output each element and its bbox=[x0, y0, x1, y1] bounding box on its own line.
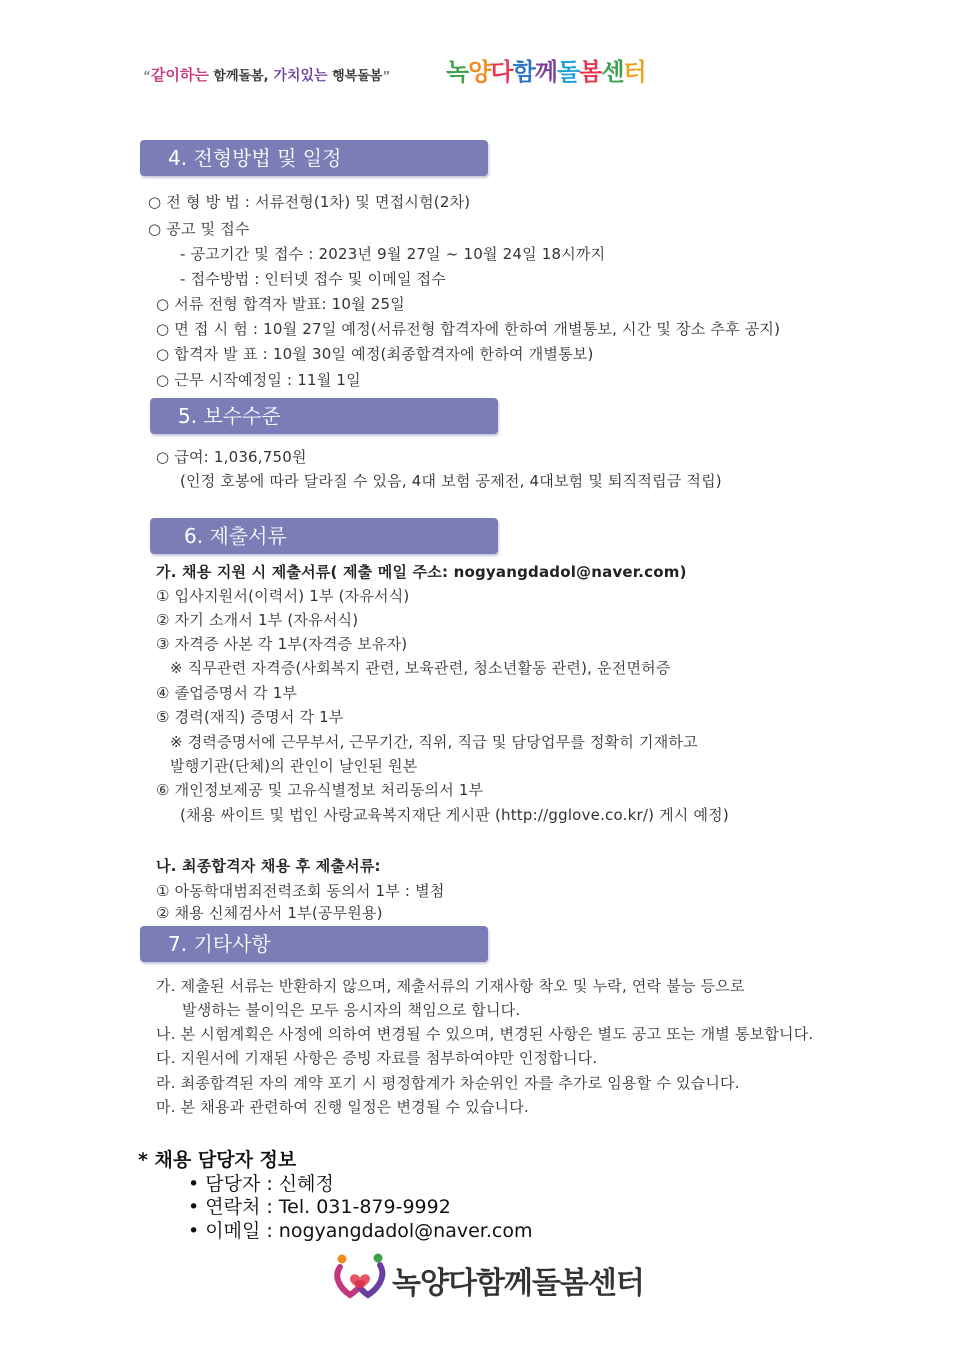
footer-brand-name: 녹양다함께돌봄센터 bbox=[392, 1266, 644, 1301]
sec7-line: 라. 최종합격된 자의 계약 포기 시 평정합계가 차순위인 자를 추가로 임용할 수 있습니다. bbox=[156, 1074, 740, 1092]
sec6-item-note: (채용 싸이트 및 법인 사랑교육복지재단 게시판 (http://gglove.co.kr/) 게시 예정) bbox=[180, 806, 729, 824]
contact-email[interactable]: • 이메일 : nogyangdadol@naver.com bbox=[188, 1220, 533, 1242]
sec6-item: ① 입사지원서(이력서) 1부 (자유서식) bbox=[156, 587, 410, 605]
sec7-line: 가. 제출된 서류는 반환하지 않으며, 제출서류의 기재사항 착오 및 누락, 연락 불능 등으로 bbox=[156, 977, 745, 995]
sec6-item: ④ 졸업증명서 각 1부 bbox=[156, 684, 298, 702]
sec6-item: ② 자기 소개서 1부 (자유서식) bbox=[156, 611, 359, 629]
sec4-line: ○ 전 형 방 법 : 서류전형(1차) 및 면접시험(2차) bbox=[148, 193, 471, 211]
submit-email: nogyangdadol@naver.com) bbox=[453, 563, 687, 581]
brand-title bbox=[446, 52, 646, 87]
brand-char: 돌 bbox=[556, 58, 580, 86]
sec5-line: (인정 호봉에 따라 달라질 수 있음, 4대 보험 공제전, 4대보험 및 퇴직적립금 적립) bbox=[180, 472, 722, 490]
sec4-line: ○ 면 접 시 험 : 10월 27일 예정(서류전형 합격자에 한하여 개별통보, 시간 및 장소 추후 공지) bbox=[156, 320, 781, 338]
sec7-line: 발생하는 불이익은 모두 응시자의 책임으로 합니다. bbox=[182, 1001, 521, 1019]
section-7-header: 7. 기타사항 bbox=[140, 926, 488, 962]
brand-char: 봄 bbox=[579, 58, 602, 86]
brand-char: 녹 bbox=[446, 58, 469, 86]
sec6-item: ② 채용 신체검사서 1부(공무원용) bbox=[156, 904, 383, 922]
sec4-line: ○ 서류 전형 합격자 발표: 10월 25일 bbox=[156, 295, 405, 313]
sec4-line: ○ 공고 및 접수 bbox=[148, 220, 250, 238]
sec6-item: ⑤ 경력(재직) 증명서 각 1부 bbox=[156, 708, 344, 726]
sec5-line: ○ 급여: 1,036,750원 bbox=[156, 448, 307, 466]
brand-char: 센 bbox=[601, 58, 624, 86]
sec4-line: ○ 근무 시작예정일 : 11월 1일 bbox=[156, 371, 361, 389]
slogan-highlight-2: 가치있는 bbox=[268, 68, 328, 84]
section-5-header: 5. 보수수준 bbox=[150, 398, 498, 434]
section-6-header: 6. 제출서류 bbox=[150, 518, 498, 554]
sec6-sub-b: 나. 최종합격자 채용 후 제출서류: bbox=[156, 857, 381, 875]
section-4-header: 4. 전형방법 및 일정 bbox=[140, 140, 488, 176]
sec6-item: ③ 자격증 사본 각 1부(자격증 보유자) bbox=[156, 635, 408, 653]
sec7-line: 다. 지원서에 기재된 사항은 증빙 자료를 첨부하여야만 인정합니다. bbox=[156, 1049, 598, 1067]
heart-people-logo-icon bbox=[332, 1253, 388, 1303]
sec6-item-note: ※ 직무관련 자격증(사회복지 관련, 보육관련, 청소년활동 관련), 운전면허증 bbox=[170, 659, 671, 677]
brand-char: 터 bbox=[623, 58, 646, 86]
sec4-line: ○ 합격자 발 표 : 10월 30일 예정(최종합격자에 한하여 개별통보) bbox=[156, 345, 594, 363]
sec4-line: - 공고기간 및 접수 : 2023년 9월 27일 ~ 10월 24일 18시까지 bbox=[180, 245, 606, 263]
sec6-item-note: ※ 경력증명서에 근무부서, 근무기간, 직위, 직급 및 담당업무를 정확히 기재하고 bbox=[170, 733, 698, 751]
sec7-line: 나. 본 시험계획은 사정에 의하여 변경될 수 있으며, 변경된 사항은 별도 공고 또는 개별 통보합니다. bbox=[156, 1025, 814, 1043]
sec4-line: - 접수방법 : 인터넷 접수 및 이메일 접수 bbox=[180, 270, 446, 288]
slogan: “같이하는 함께돌봄, 가치있는 행복돌봄” bbox=[143, 66, 391, 84]
brand-char: 양 bbox=[468, 58, 491, 86]
sec6-item: ⑥ 개인정보제공 및 고유식별정보 처리동의서 1부 bbox=[156, 781, 484, 799]
brand-char: 께 bbox=[534, 58, 557, 86]
contact-manager: • 담당자 : 신혜정 bbox=[188, 1173, 334, 1195]
sec6-item-note: 발행기관(단체)의 관인이 날인된 원본 bbox=[170, 757, 418, 775]
contact-phone: • 연락처 : Tel. 031-879-9992 bbox=[188, 1196, 451, 1218]
sec7-line: 마. 본 채용과 관련하여 진행 일정은 변경될 수 있습니다. bbox=[156, 1098, 529, 1116]
sec6-sub-a: 가. 채용 지원 시 제출서류( 제출 메일 주소: nogyangdadol@naver.com) bbox=[156, 563, 687, 581]
brand-char: 다 bbox=[490, 58, 513, 86]
sec6-item: ① 아동학대범죄전력조회 동의서 1부 : 별첨 bbox=[156, 882, 445, 900]
contact-title: * 채용 담당자 정보 bbox=[138, 1149, 297, 1171]
slogan-highlight-1: 같이하는 bbox=[150, 66, 209, 84]
brand-char: 함 bbox=[512, 58, 535, 86]
